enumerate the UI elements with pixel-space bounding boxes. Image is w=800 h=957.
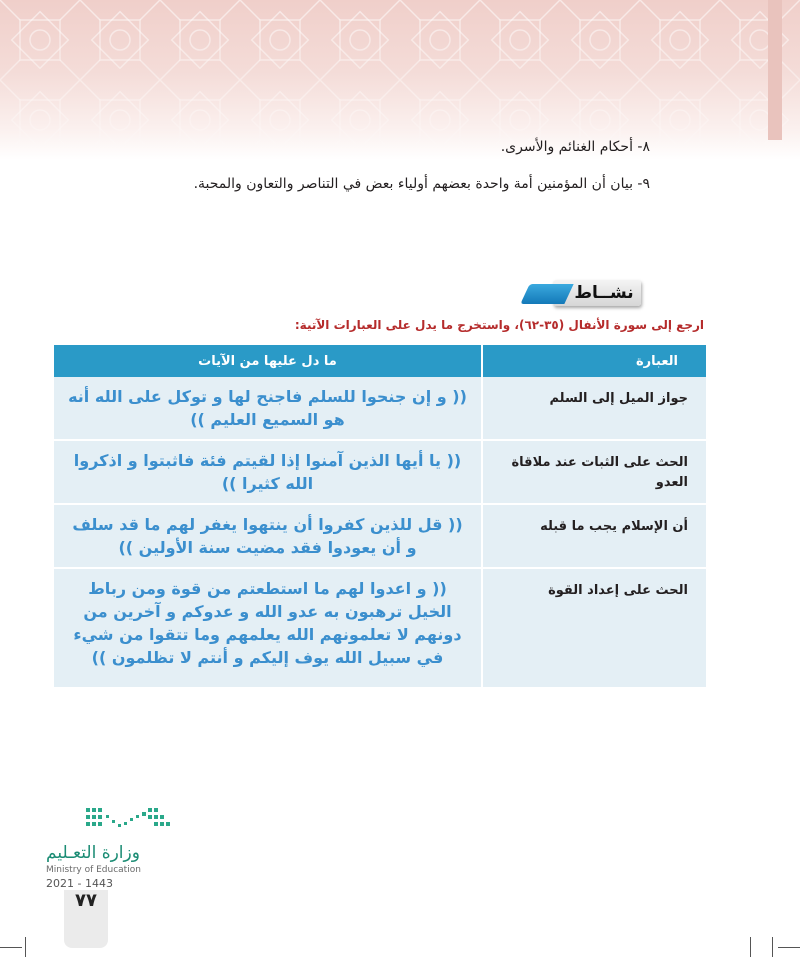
page-number: ٧٧ <box>75 890 97 911</box>
crop-mark <box>772 937 773 957</box>
badge-pen-icon <box>520 284 573 304</box>
activity-badge <box>525 278 643 308</box>
row-evidence: (( و اعدوا لهم ما استطعتم من قوة ومن رباط الخيل ترهبون به عدو الله و عدوكم و آخرين من دونهم لا تعلمونهم الله يعلمهم وما تتقوا من شيء في سبيل الله يوف إليكم و أنتم لا تظلمون )) <box>53 568 482 687</box>
table-row <box>53 568 706 687</box>
table-row <box>53 504 706 568</box>
list-item-9: ٩- بيان أن المؤمنين أمة واحدة بعضهم أولياء بعض في التناصر والتعاون والمحبة. <box>193 176 650 192</box>
row-phrase: الحث على الثبات عند ملاقاة العدو <box>482 440 706 504</box>
row-evidence: (( قل للذين كفروا أن ينتهوا يغفر لهم ما قد سلف و أن يعودوا فقد مضيت سنة الأولين )) <box>53 504 482 568</box>
ministry-logo-icon <box>86 806 182 836</box>
table-row <box>53 377 706 440</box>
list-item-8: ٨- أحكام الغنائم والأسرى. <box>500 139 650 155</box>
activity-table <box>52 345 706 687</box>
crop-mark <box>25 937 26 957</box>
crop-mark <box>778 947 800 948</box>
header-evidence: ما دل عليها من الآيات <box>53 345 482 377</box>
row-phrase: جواز الميل إلى السلم <box>482 377 706 440</box>
row-evidence: (( و إن جنحوا للسلم فاجنح لها و توكل على الله أنه هو السميع العليم )) <box>53 377 482 440</box>
geometric-pattern <box>0 0 800 160</box>
decorative-banner <box>0 0 800 160</box>
row-phrase: أن الإسلام يجب ما قبله <box>482 504 706 568</box>
activity-instruction: ارجع إلى سورة الأنفال (٣٥-٦٢)، واستخرج ما يدل على العبارات الآتية: <box>294 318 704 332</box>
table-header-row <box>53 345 706 377</box>
row-phrase: الحث على إعداد القوة <box>482 568 706 687</box>
table-row <box>53 440 706 504</box>
crop-mark <box>0 947 22 948</box>
ministry-name-en: Ministry of Education <box>46 865 141 875</box>
badge-label: نشــاط <box>574 283 634 303</box>
row-evidence: (( يا أيها الذين آمنوا إذا لقيتم فئة فاثبتوا و اذكروا الله كثيرا )) <box>53 440 482 504</box>
edition-year: 2021 - 1443 <box>46 877 113 890</box>
margin-rule <box>768 0 782 140</box>
crop-mark <box>750 937 751 957</box>
ministry-name-ar: وزارة التعـليم <box>46 843 140 863</box>
header-phrase: العبارة <box>482 345 706 377</box>
